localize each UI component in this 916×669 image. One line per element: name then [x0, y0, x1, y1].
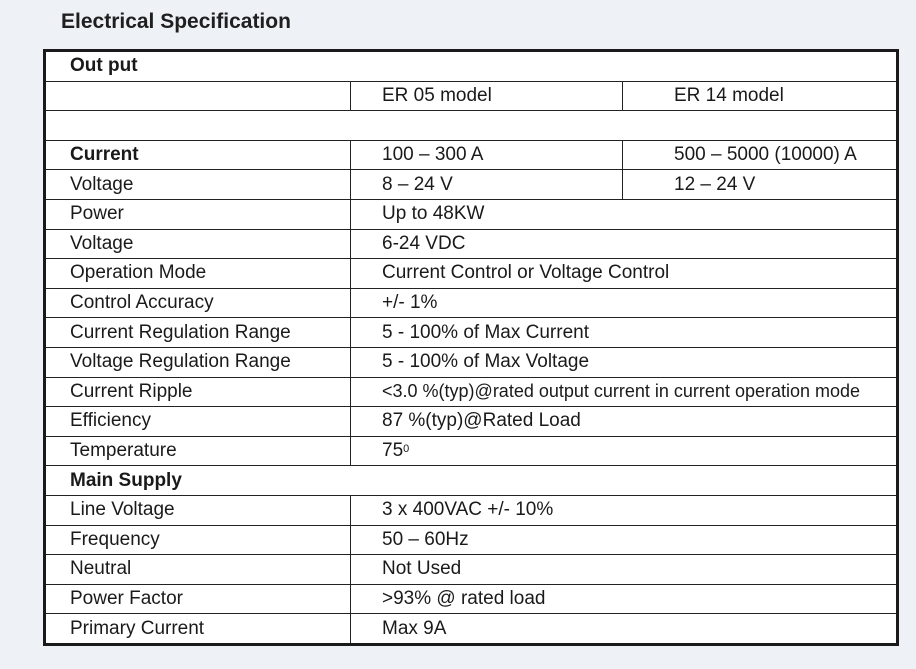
- row-value: >93% @ rated load: [382, 587, 546, 609]
- row-value-er14: 500 – 5000 (10000) A: [674, 144, 857, 166]
- row-value: Not Used: [382, 558, 462, 580]
- model-header-empty: [46, 82, 351, 111]
- model-header-row: [46, 82, 896, 112]
- table-row: [46, 496, 896, 526]
- spec-table: [43, 49, 899, 646]
- table-row: [46, 585, 896, 615]
- row-value: 50 – 60Hz: [382, 528, 469, 550]
- row-value-er05: 8 – 24 V: [351, 170, 623, 199]
- section-header-main-supply: [46, 466, 896, 496]
- row-label: Current: [46, 141, 351, 170]
- temperature-superscript: 0: [403, 443, 410, 456]
- row-label: Voltage: [46, 230, 351, 259]
- row-value: 3 x 400VAC +/- 10%: [382, 499, 554, 521]
- row-value: Current Control or Voltage Control: [382, 262, 670, 284]
- page-title: Electrical Specification: [61, 10, 291, 33]
- table-row: [46, 200, 896, 230]
- row-value: +/- 1%: [382, 292, 438, 314]
- section-header-output: [46, 52, 896, 82]
- row-value: 5 - 100% of Max Current: [382, 321, 589, 343]
- row-label: Line Voltage: [46, 496, 351, 525]
- row-value: 87 %(typ)@Rated Load: [382, 410, 581, 432]
- table-row: [46, 170, 896, 200]
- row-label: Current Ripple: [46, 378, 351, 407]
- table-row: [46, 230, 896, 260]
- temperature-value: 75: [382, 440, 404, 462]
- row-value-er14: 12 – 24 V: [674, 173, 756, 195]
- table-row: [46, 555, 896, 585]
- row-label: Control Accuracy: [46, 289, 351, 318]
- table-row: [46, 378, 896, 408]
- table-row: [46, 259, 896, 289]
- table-row: [46, 526, 896, 556]
- row-label: Neutral: [46, 555, 351, 584]
- row-label: Power: [46, 200, 351, 229]
- row-value: Up to 48KW: [382, 203, 485, 225]
- table-row: [46, 289, 896, 319]
- row-value: 6-24 VDC: [382, 232, 466, 254]
- model-header-er05: ER 05 model: [351, 82, 623, 111]
- row-value: <3.0 %(typ)@rated output current in current operation mode: [382, 381, 861, 402]
- row-label: Efficiency: [46, 407, 351, 436]
- row-label: Voltage Regulation Range: [46, 348, 351, 377]
- row-value-er05: 100 – 300 A: [351, 141, 623, 170]
- row-value: [351, 437, 896, 466]
- table-row: [46, 437, 896, 467]
- row-label: Power Factor: [46, 585, 351, 614]
- row-label: Primary Current: [46, 614, 351, 643]
- table-row: [46, 141, 896, 171]
- section-title: Out put: [70, 55, 138, 77]
- table-row: [46, 407, 896, 437]
- row-label: Voltage: [46, 170, 351, 199]
- row-label: Temperature: [46, 437, 351, 466]
- table-row: [46, 614, 896, 643]
- table-row: [46, 348, 896, 378]
- row-value: 5 - 100% of Max Voltage: [382, 351, 590, 373]
- table-row: [46, 318, 896, 348]
- model-header-er14: ER 14 model: [674, 84, 784, 106]
- row-label: Frequency: [46, 526, 351, 555]
- row-label: Current Regulation Range: [46, 318, 351, 347]
- row-value: Max 9A: [382, 617, 447, 639]
- section-title: Main Supply: [70, 469, 182, 491]
- row-label: Operation Mode: [46, 259, 351, 288]
- blank-row: [46, 111, 896, 141]
